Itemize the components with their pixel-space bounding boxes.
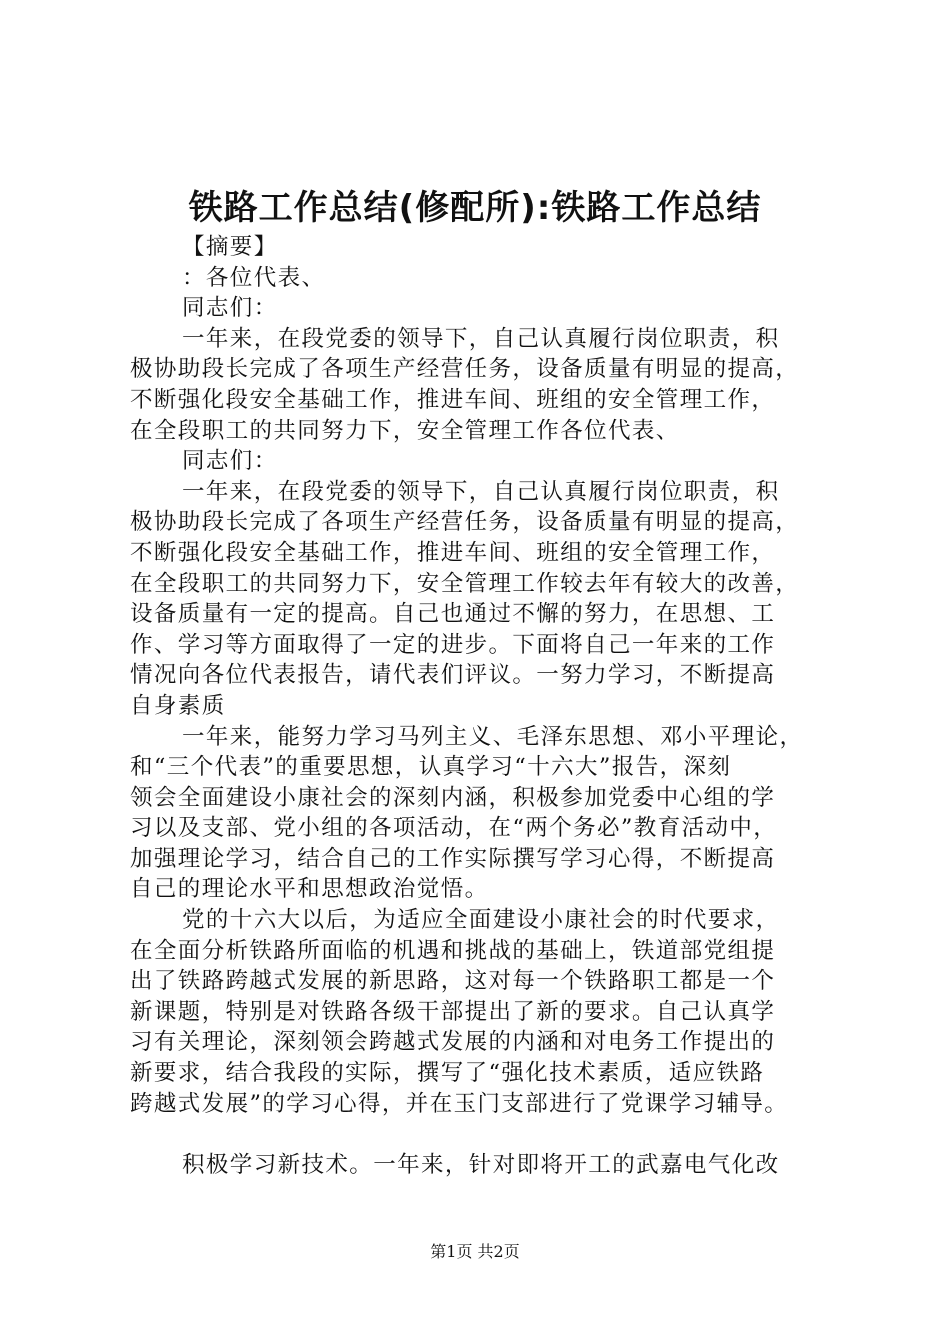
body-line: 党的十六大以后，为适应全面建设小康社会的时代要求， bbox=[182, 907, 780, 934]
body-line: 自身素质 bbox=[130, 692, 226, 719]
body-line: 作、学习等方面取得了一定的进步。下面将自己一年来的工作 bbox=[130, 631, 776, 658]
body-line: 一年来，能努力学习马列主义、毛泽东思想、邓小平理论， bbox=[182, 723, 804, 750]
body-line: 和“三个代表”的重要思想，认真学习“十六大”报告，深刻 bbox=[130, 754, 732, 781]
body-line: 新课题，特别是对铁路各级干部提出了新的要求。自己认真学 bbox=[130, 998, 776, 1025]
body-line: 极协助段长完成了各项生产经营任务，设备质量有明显的提高， bbox=[130, 356, 800, 383]
body-line: 在全段职工的共同努力下，安全管理工作较去年有较大的改善， bbox=[130, 570, 800, 597]
body-line: 新要求，结合我段的实际，撰写了“强化技术素质，适应铁路 bbox=[130, 1060, 765, 1087]
body-line: 同志们： bbox=[182, 295, 278, 322]
abstract-label: 【摘要】 bbox=[182, 234, 278, 260]
body-line: 在全段职工的共同努力下，安全管理工作各位代表、 bbox=[130, 417, 680, 444]
page-number: 第1页 共2页 bbox=[430, 1242, 520, 1261]
paragraph-gap bbox=[130, 1119, 835, 1150]
body-line: 习以及支部、党小组的各项活动，在“两个务必”教育活动中， bbox=[130, 815, 778, 842]
body-line: 情况向各位代表报告，请代表们评议。一努力学习，不断提高 bbox=[130, 662, 776, 689]
body-line: 在全面分析铁路所面临的机遇和挑战的基础上，铁道部党组提 bbox=[130, 937, 776, 964]
body-line: 同志们： bbox=[182, 448, 278, 475]
body-line: 领会全面建设小康社会的深刻内涵，积极参加党委中心组的学 bbox=[130, 784, 776, 811]
body-line: 一年来，在段党委的领导下，自己认真履行岗位职责，积 bbox=[182, 325, 780, 352]
body-line: 加强理论学习，结合自己的工作实际撰写学习心得，不断提高 bbox=[130, 845, 776, 872]
body-line: 设备质量有一定的提高。自己也通过不懈的努力，在思想、工 bbox=[130, 601, 776, 628]
body-line: 不断强化段安全基础工作，推进车间、班组的安全管理工作， bbox=[130, 539, 776, 566]
body-line: ：各位代表、 bbox=[182, 264, 326, 291]
body-line: 不断强化段安全基础工作，推进车间、班组的安全管理工作， bbox=[130, 386, 776, 413]
body-line: 自己的理论水平和思想政治觉悟。 bbox=[130, 876, 489, 903]
body-line: 一年来，在段党委的领导下，自己认真履行岗位职责，积 bbox=[182, 478, 780, 505]
document-body bbox=[130, 232, 835, 1180]
body-line: 极协助段长完成了各项生产经营任务，设备质量有明显的提高， bbox=[130, 509, 800, 536]
body-line: 跨越式发展”的学习心得，并在玉门支部进行了党课学习辅导。 bbox=[130, 1090, 789, 1117]
body-line: 出了铁路跨越式发展的新思路，这对每一个铁路职工都是一个 bbox=[130, 968, 776, 995]
body-line: 积极学习新技术。一年来，针对即将开工的武嘉电气化改 bbox=[182, 1151, 780, 1178]
body-line: 习有关理论，深刻领会跨越式发展的内涵和对电务工作提出的 bbox=[130, 1029, 776, 1056]
document-title: 铁路工作总结(修配所):铁路工作总结 bbox=[188, 188, 762, 228]
